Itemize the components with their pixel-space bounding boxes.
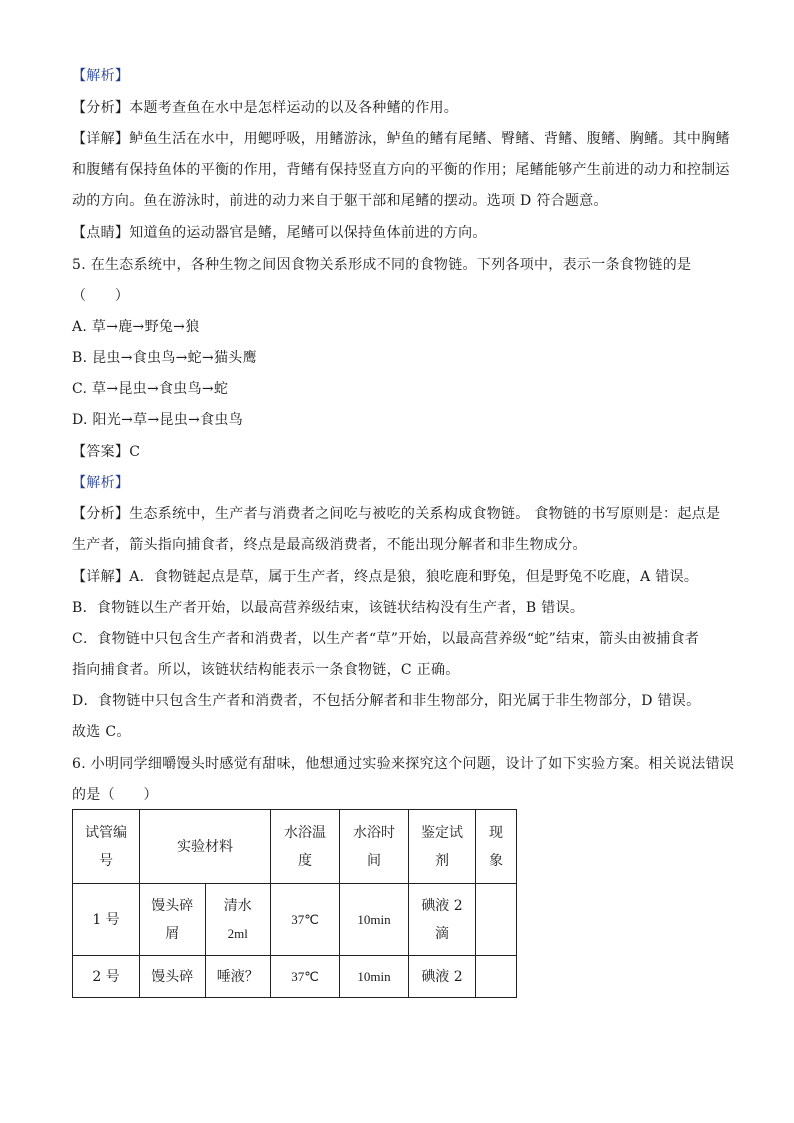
row2-temp: 37℃: [271, 956, 340, 998]
q5-xiangjie-c-line-2: 指向捕食者。所以，该链状结构能表示一条食物链，C 正确。: [72, 662, 460, 678]
q5-jiexi-heading: 【解析】: [72, 475, 130, 491]
q4-xiangjie-line-1: 【详解】鲈鱼生活在水中，用鳃呼吸，用鳍游泳，鲈鱼的鳍有尾鳍、臀鳍、背鳍、腹鳍、胸鳍。其中胸鳍: [72, 131, 730, 147]
row2-phenomenon: [476, 956, 517, 998]
table-header-row: [73, 810, 517, 884]
q6-stem-line-1: 6. 小明同学细嚼馒头时感觉有甜味，他想通过实验来探究这个问题，设计了如下实验方案。相关说法错误: [72, 756, 735, 772]
row2-reagent: 碘液 2: [409, 956, 476, 998]
row2-material-2: 唾液？: [205, 956, 271, 998]
q5-xiangjie-d: D．食物链中只包含生产者和消费者，不包括分解者和非生物部分，阳光属于非生物部分，D 错误。: [72, 693, 701, 709]
q5-option-a: A. 草→鹿→野兔→狼: [72, 319, 200, 335]
table-row: [73, 884, 517, 956]
q4-jiexi-heading: 【解析】: [72, 68, 130, 84]
q5-fenxi-line-1: 【分析】生态系统中，生产者与消费者之间吃与被吃的关系构成食物链。 食物链的书写原则是：起点是: [72, 506, 721, 522]
q5-stem-line-2: （ ）: [72, 288, 130, 304]
experiment-table: [72, 809, 517, 998]
q5-option-c: C. 草→昆虫→食虫鸟→蛇: [72, 381, 229, 397]
q5-answer: 【答案】C: [72, 444, 141, 460]
row1-time: 10min: [340, 884, 409, 956]
q5-xiangjie-a: 【详解】A．食物链起点是草，属于生产者，终点是狼，狼吃鹿和野兔，但是野兔不吃鹿，A 错误。: [72, 569, 699, 585]
header-material: 实验材料: [140, 810, 271, 884]
header-reagent: 鉴定试 剂: [409, 810, 476, 884]
header-water-temp: 水浴温 度: [271, 810, 340, 884]
row2-time: 10min: [340, 956, 409, 998]
q5-xiangjie-b: B．食物链以生产者开始，以最高营养级结束，该链状结构没有生产者，B 错误。: [72, 600, 585, 616]
row1-material-2: 清水 2ml: [205, 884, 271, 956]
q4-fenxi: 【分析】本题考查鱼在水中是怎样运动的以及各种鳍的作用。: [72, 100, 459, 116]
header-water-time: 水浴时 间: [340, 810, 409, 884]
q5-guxuan: 故选 C。: [72, 724, 131, 740]
q6-stem-line-2: 的是（ ）: [72, 787, 158, 803]
q4-dianjing: 【点睛】知道鱼的运动器官是鳍，尾鳍可以保持鱼体前进的方向。: [72, 225, 487, 241]
q5-option-d: D. 阳光→草→昆虫→食虫鸟: [72, 412, 244, 428]
table-row: [73, 956, 517, 998]
row2-tube: 2 号: [73, 956, 140, 998]
header-phenomenon: 现 象: [476, 810, 517, 884]
q5-stem-line-1: 5. 在生态系统中，各种生物之间因食物关系形成不同的食物链。下列各项中，表示一条食物链的是: [72, 257, 692, 273]
row1-temp: 37℃: [271, 884, 340, 956]
q5-xiangjie-c-line-1: C．食物链中只包含生产者和消费者，以生产者“草”开始，以最高营养级“蛇”结束，箭头由被捕食者: [72, 631, 700, 647]
row1-reagent: 碘液 2 滴: [409, 884, 476, 956]
q4-xiangjie-line-3: 动的方向。鱼在游泳时，前进的动力来自于躯干部和尾鳍的摆动。选项 D 符合题意。: [72, 193, 608, 209]
header-tube-number: 试管编 号: [73, 810, 140, 884]
row1-material-1: 馒头碎 屑: [140, 884, 206, 956]
row1-tube: 1 号: [73, 884, 140, 956]
row1-phenomenon: [476, 884, 517, 956]
q4-xiangjie-line-2: 和腹鳍有保持鱼体的平衡的作用，背鳍有保持竖直方向的平衡的作用；尾鳍能够产生前进的动力和控制运: [72, 162, 730, 178]
row2-material-1: 馒头碎: [140, 956, 206, 998]
q5-fenxi-line-2: 生产者，箭头指向捕食者，终点是最高级消费者，不能出现分解者和非生物成分。: [72, 537, 587, 553]
q5-option-b: B. 昆虫→食虫鸟→蛇→猫头鹰: [72, 350, 257, 366]
